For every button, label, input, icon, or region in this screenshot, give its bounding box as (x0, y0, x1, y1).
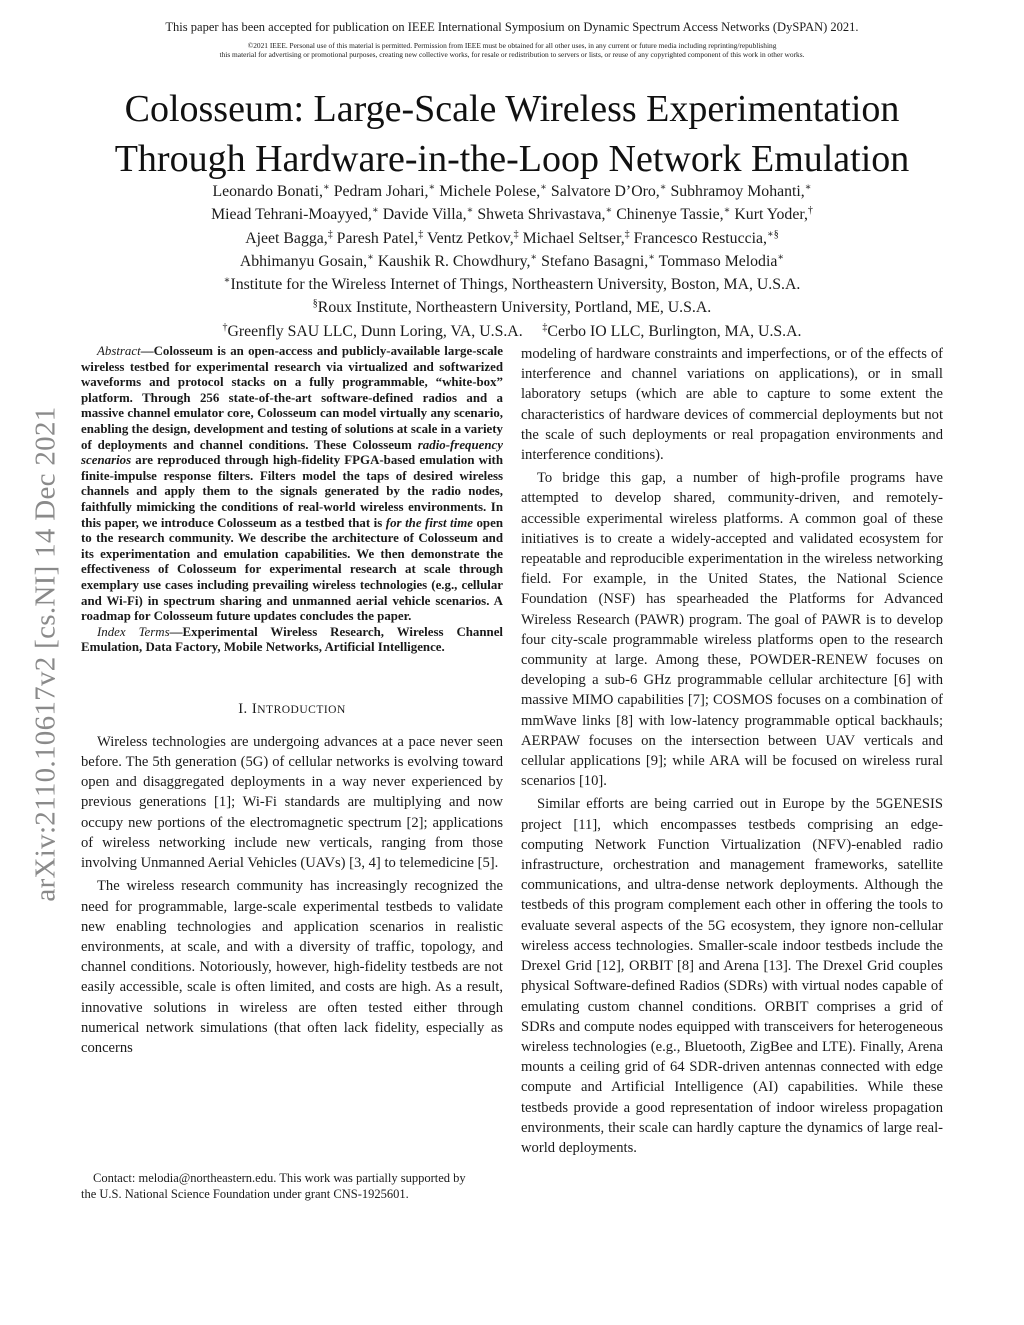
affiliation-mark: ∗ (530, 251, 538, 263)
affiliation-mark: ∗ (371, 205, 379, 217)
author-name: Ajeet Bagga, (245, 229, 328, 247)
author-name: Stefano Basagni, (541, 252, 649, 270)
affiliation-mark: ‡ (542, 321, 548, 333)
affiliation-mark: ‡ (513, 228, 519, 240)
affiliation-neu: Institute for the Wireless Internet of Things, Northeastern University, Boston, MA, U.S.A. (230, 276, 801, 294)
footnote (81, 1171, 503, 1203)
copyright-notice-line-1: ©2021 IEEE. Personal use of this material is permitted. Permission from IEEE must be obtained for all other uses, in any current or future media including reprinting/republishing (247, 41, 777, 50)
author-name: Michele Polese, (439, 183, 541, 200)
affiliation-line-1 (0, 273, 1024, 296)
arxiv-identifier-stamp: arXiv:2110.10617v2 [cs.NI] 14 Dec 2021 (29, 406, 62, 902)
author-name: Ventz Petkov, (426, 229, 514, 247)
affiliation-mark: ∗ (466, 205, 474, 217)
footnote-line-2: the U.S. National Science Foundation under grant CNS-1925601. (81, 1186, 409, 1201)
affiliation-mark: ‡ (624, 228, 630, 240)
affiliation-mark: ∗§ (766, 228, 779, 240)
affiliation-cerbo: Cerbo IO LLC, Burlington, MA, U.S.A. (547, 322, 802, 340)
abstract-italic-1: radio-frequency scenarios (81, 437, 503, 468)
author-name: Chinenye Tassie, (616, 206, 724, 224)
right-column (521, 344, 943, 1158)
abstract-italic-2: for the first time (385, 515, 473, 530)
affiliation-greenfly: Greenfly SAU LLC, Dunn Loring, VA, U.S.A. (227, 322, 523, 340)
affiliation-mark: ∗ (367, 251, 374, 263)
abstract-text-part-2: are reproduced through high-fidelity FPGA-based emulation with finite-impulse response filters. Filters model the taps of desired wireless channels and apply them to the signals generated by the radio nodes, faithfully mimicking the conditions of real-world wireless environments. In this paper, we introduce Colosseum as a testbed that is (81, 453, 503, 530)
title-line-2: Through Hardware-in-the-Loop Network Emulation (114, 138, 910, 180)
author-line-2 (0, 203, 1024, 226)
section-title-initial: I (251, 700, 258, 717)
affiliation-mark: † (222, 321, 228, 333)
affiliation-mark: ∗ (605, 205, 613, 217)
paper-title (0, 84, 1024, 184)
author-name: Tommaso Melodia (658, 252, 778, 270)
author-name: Michael Seltser, (522, 229, 625, 247)
author-name: Kurt Yoder, (734, 206, 808, 224)
section-title-rest: NTRODUCTION (257, 703, 346, 716)
author-name: Salvatore D’Oro, (550, 183, 660, 200)
affiliation-mark: ‡ (418, 228, 424, 240)
index-terms-text: —Experimental Wireless Research, Wireless Channel Emulation, Data Factory, Mobile Networks, Artificial Intelligence. (81, 624, 504, 655)
author-name: Shweta Shrivastava, (477, 206, 606, 224)
index-terms (81, 625, 503, 656)
left-column (81, 344, 503, 1058)
title-line-1: Colosseum: Large-Scale Wireless Experimentation (124, 88, 900, 130)
affiliation-mark: ‡ (327, 228, 333, 240)
affiliation-mark: ∗ (723, 205, 731, 217)
affiliation-mark: ∗ (659, 182, 667, 193)
author-block (0, 180, 1024, 343)
author-name: Kaushik R. Chowdhury, (377, 252, 531, 270)
abstract-paragraph (81, 344, 503, 625)
author-line-1 (0, 180, 1024, 203)
affiliation-mark: ∗ (777, 251, 785, 263)
affiliation-mark: ∗ (428, 182, 436, 193)
section-heading-introduction (81, 701, 503, 718)
affiliation-mark: ∗ (323, 182, 330, 193)
author-name: Leonardo Bonati, (212, 183, 323, 200)
affiliation-mark: ∗ (804, 182, 812, 193)
author-name: Francesco Restuccia, (633, 229, 767, 247)
footnote-line-1: Contact: melodia@northeastern.edu. This work was partially supported by (93, 1171, 466, 1185)
affiliation-mark: ∗ (223, 275, 231, 287)
affiliation-line-2 (0, 296, 1024, 319)
author-name: Paresh Patel, (336, 229, 419, 247)
body-paragraph: The wireless research community has increasingly recognized the need for programmable, large-scale experimental testbeds to validate new enabling technologies and application scenarios in realistic environments, at scale, and with a diversity of traffic, topology, and channel conditions. Notoriously, however, high-fidelity testbeds are not easily accessible, scale is often limited, and costs are high. As a result, innovative solutions in wireless are often tested either through numerical network simulations (that often lack fidelity, especially as concerns (81, 878, 503, 1056)
author-name: Abhimanyu Gosain, (239, 252, 368, 270)
acceptance-note: This paper has been accepted for publication on IEEE International Symposium on Dynamic Spectrum Access Networks (DySPAN) 2021. (165, 20, 859, 34)
index-terms-label: Index Terms (97, 624, 170, 639)
author-name: Davide Villa, (382, 206, 467, 224)
author-line-4 (0, 250, 1024, 273)
author-name: Subhramoy Mohanti, (670, 183, 805, 200)
abstract (81, 344, 503, 656)
affiliation-mark: † (807, 205, 813, 217)
author-name: Pedram Johari, (333, 183, 429, 200)
body-paragraph: Wireless technologies are undergoing advances at a pace never seen before. The 5th generation (5G) of cellular networks is evolving toward open and disaggregated deployments in a way never experienced by previous generations [1]; Wi-Fi standards are multiplying and now occupy new portions of the electromagnetic spectrum [2]; applications of wireless networking include new verticals, ranging from those involving Unmanned Aerial Vehicles (UAVs) [3, 4] to telemedicine [5]. (81, 733, 503, 872)
introduction-left-text (81, 732, 503, 1058)
body-paragraph: To bridge this gap, a number of high-profile programs have attempted to develop shared, community-driven, and remotely-accessible experimental wireless platforms. A common goal of these initiatives is to create a widely-accepted and validated ecosystem for repeatable and reproducible experimentation in the wireless networking field. For example, in the United States, the National Science Foundation (NSF) has spearheaded the Platforms for Advanced Wireless Research (PAWR) program. The goal of PAWR is to develop four city-scale programmable wireless platforms open to the research community at large. Among these, POWDER-RENEW focuses on developing a sub-6 GHz programmable cellular architecture [6] with massive MIMO capabilities [7]; COSMOS focuses on a combination of mmWave links [8] with low-latency programmable optical backhauls; AERPAW focuses on the intersection between UAV verticals and cellular applications [9]; while ARA will be focused on wireless rural scenarios [10]. (521, 470, 943, 790)
abstract-text-part-1: Colosseum is an open-access and publicly-available large-scale wireless testbed for experimental research via virtualized and softwarized waveforms and protocol stacks on a fully programmable, “white-box” platform. Through 256 state-of-the-art software-defined radios and a massive channel emulator core, Colosseum can model virtually any scenario, enabling the design, development and testing of solutions at scale in a variety of deployments and channel conditions. These Colosseum (81, 344, 503, 452)
author-line-3 (0, 227, 1024, 250)
body-paragraph: modeling of hardware constraints and imperfections, or of the effects of interference and channel variations on applications), or in small laboratory setups (which are able to capture to some extent the characteristics of hardware devices of commercial deployments but not the scale of such deployments or real propagation environments and interference conditions). (521, 346, 943, 464)
author-name: Miead Tehrani-Moayyed, (211, 206, 372, 224)
affiliation-roux: Roux Institute, Northeastern University, Portland, ME, U.S.A. (317, 299, 712, 317)
abstract-text-part-3: open to the research community. We describe the architecture of Colosseum and its experimentation and emulation capabilities. We then demonstrate the effectiveness of Colosseum for experimental research at scale through exemplary use cases including prevailing wireless technologies (e.g., cellular and Wi-Fi) in spectrum sharing and unmanned aerial vehicle scenarios. A roadmap for Colosseum future updates concludes the paper. (81, 515, 503, 624)
abstract-label: Abstract (97, 344, 141, 358)
body-paragraph: Similar efforts are being carried out in Europe by the 5GENESIS project [11], which encompasses testbeds comprising an edge-computing Network Function Virtualization (NFV)-enabled radio infrastructure, orchestration and management frameworks, satellite communications, and ultra-dense network deployments. Although the testbeds of this program complement each other in offering the tools to evaluate several aspects of the 5G ecosystem, they ignore non-cellular wireless access technologies. Smaller-scale indoor testbeds include the Drexel Grid [12], ORBIT [8] and Arena [13]. The Drexel Grid couples physical Software-defined Radios (SDRs) with virtual nodes capable of emulating custom channel conditions. ORBIT comprises a grid of SDRs and compute nodes equipped with transceivers for heterogeneous wireless technologies (e.g., Bluetooth, ZigBee and LTE). Finally, Arena mounts a ceiling grid of 64 SDR-driven antennas connected with edge compute and Artificial Intelligence (AI) capabilities. While these testbeds provide a good representation of indoor wireless propagation environments, their scale can hardly capture the dynamics of large real-world deployments. (521, 796, 943, 1156)
affiliation-line-3 (0, 320, 1024, 343)
copyright-notice-line-2: this material for advertising or promotional purposes, creating new collective works, for resale or redistribution to servers or lists, or reuse of any copyrighted component of this work in other works. (219, 50, 805, 59)
section-numeral: I. (238, 700, 252, 717)
affiliation-mark: § (312, 298, 318, 310)
affiliation-mark: ∗ (648, 251, 655, 263)
abstract-dash: — (140, 344, 154, 358)
affiliation-mark: ∗ (540, 182, 547, 193)
